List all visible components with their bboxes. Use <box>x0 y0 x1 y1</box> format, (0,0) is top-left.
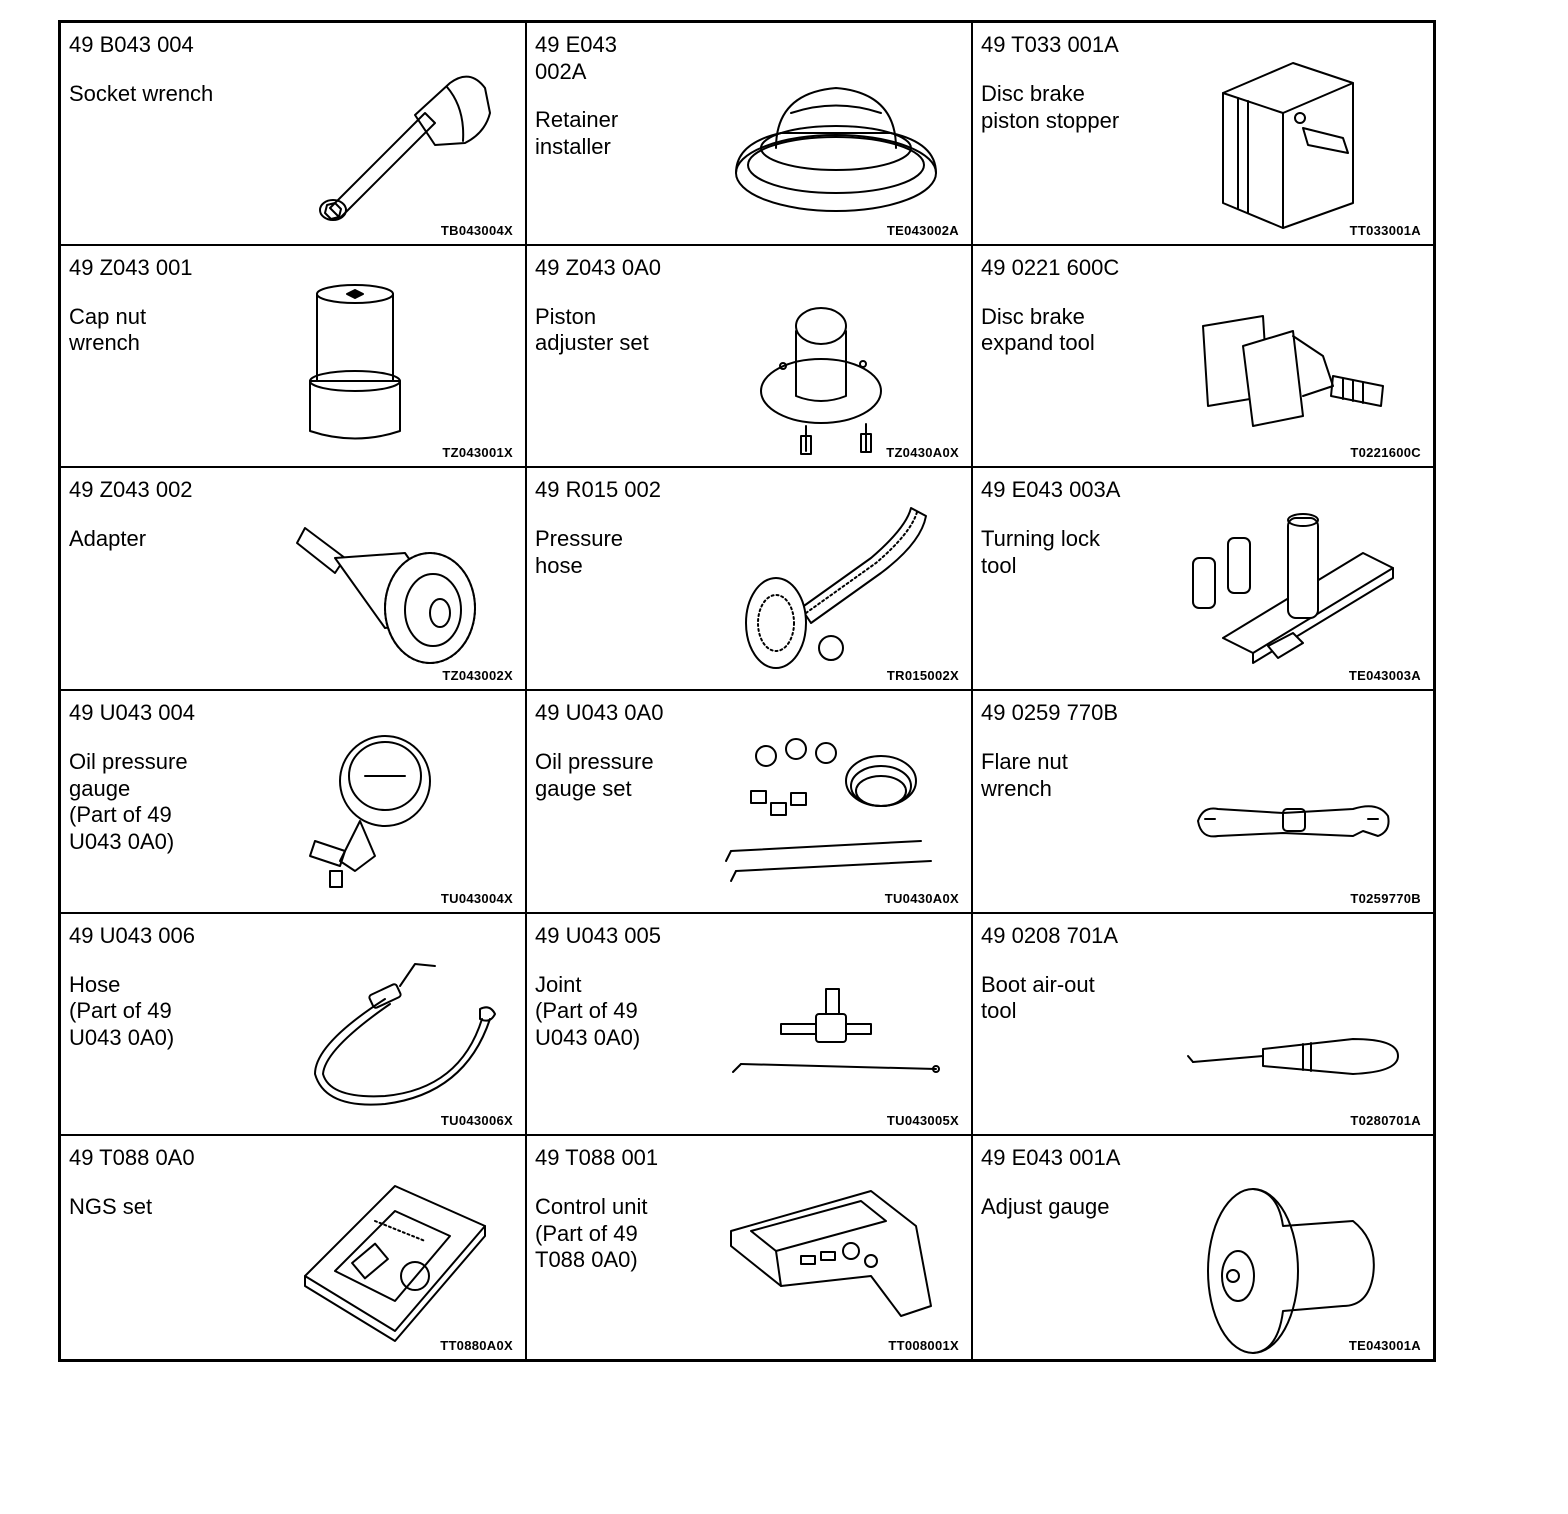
part-number: 49 E043 001A <box>981 1145 1121 1171</box>
special-tools-table <box>58 20 1436 1362</box>
tool-cell <box>61 23 527 246</box>
part-number: 49 U043 0A0 <box>535 700 664 725</box>
tool-cell <box>527 246 973 469</box>
part-number: 49 T033 001A <box>981 32 1119 57</box>
tool-name: Retainer installer <box>535 107 619 159</box>
tool-cell <box>973 23 1433 246</box>
tool-name: Oil pressure gauge set <box>535 749 654 801</box>
hose-icon <box>275 944 505 1114</box>
tool-name: Flare nut wrench <box>981 749 1068 801</box>
piston-stopper-icon <box>1183 53 1413 223</box>
socket-wrench-icon <box>275 53 505 223</box>
part-number: 49 E043 003A <box>981 477 1121 503</box>
tool-cell <box>527 914 973 1137</box>
tool-name: Adapter <box>69 526 147 552</box>
tool-name: Cap nut wrench <box>69 303 147 356</box>
figure-code: TT033001A <box>1349 222 1421 238</box>
tool-name: Piston adjuster set <box>535 303 649 356</box>
oil-pressure-gauge-icon <box>275 721 505 891</box>
tool-cell <box>61 691 527 914</box>
tool-cell <box>973 691 1433 914</box>
gauge-set-icon <box>721 721 951 891</box>
tool-name: Disc brake expand tool <box>981 303 1095 356</box>
tool-cell <box>61 1136 527 1359</box>
part-number: 49 T088 0A0 <box>69 1145 195 1171</box>
piston-adjuster-icon <box>721 276 951 446</box>
tool-cell <box>973 1136 1433 1359</box>
tool-name: Control unit (Part of 49 T088 0A0) <box>535 1194 648 1273</box>
figure-code: TU0430A0X <box>884 890 959 906</box>
figure-code: TZ0430A0X <box>886 445 959 461</box>
tool-name: Boot air-out tool <box>981 971 1095 1024</box>
joint-icon <box>721 944 951 1114</box>
part-number: 49 Z043 001 <box>69 254 193 280</box>
figure-code: T0259770B <box>1350 890 1421 906</box>
flare-nut-wrench-icon <box>1183 721 1413 891</box>
cap-nut-wrench-icon <box>275 276 505 446</box>
part-number: 49 Z043 0A0 <box>535 254 661 280</box>
figure-code: T0221600C <box>1350 445 1421 461</box>
figure-code: TU043004X <box>440 890 513 906</box>
tool-name: Oil pressure gauge (Part of 49 U043 0A0) <box>69 749 188 854</box>
figure-code: T0280701A <box>1350 1113 1421 1129</box>
part-number: 49 U043 004 <box>69 700 195 725</box>
part-number: 49 T088 001 <box>535 1145 659 1171</box>
tool-name: Disc brake piston stopper <box>981 81 1120 133</box>
part-number: 49 0221 600C <box>981 254 1120 280</box>
part-number: 49 B043 004 <box>69 32 194 57</box>
part-number: 49 0259 770B <box>981 700 1119 725</box>
figure-code: TT0880A0X <box>440 1338 513 1353</box>
figure-code: TU043006X <box>440 1113 513 1129</box>
tool-name: Pressure hose <box>535 526 624 578</box>
tool-name: Adjust gauge <box>981 1194 1110 1220</box>
tool-cell <box>527 1136 973 1359</box>
part-number: 49 U043 005 <box>535 922 661 948</box>
tool-name: NGS set <box>69 1194 153 1220</box>
figure-code: TB043004X <box>440 222 513 238</box>
figure-code: TZ043001X <box>442 445 513 461</box>
adapter-icon <box>275 498 505 668</box>
tool-cell <box>527 23 973 246</box>
part-number: 49 R015 002 <box>535 477 661 503</box>
ngs-set-icon <box>275 1166 505 1336</box>
tool-name: Hose (Part of 49 U043 0A0) <box>69 971 175 1050</box>
turning-lock-tool-icon <box>1183 498 1413 668</box>
tool-cell <box>527 468 973 691</box>
tool-cell <box>61 468 527 691</box>
part-number: 49 U043 006 <box>69 922 195 948</box>
control-unit-icon <box>721 1166 951 1336</box>
tool-name: Turning lock tool <box>981 526 1101 578</box>
part-number: 49 0208 701A <box>981 922 1119 948</box>
figure-code: TT008001X <box>888 1338 959 1353</box>
boot-air-out-tool-icon <box>1183 944 1413 1114</box>
tool-cell <box>973 246 1433 469</box>
tool-cell <box>61 246 527 469</box>
figure-code: TE043003A <box>1348 668 1421 683</box>
tool-name: Joint (Part of 49 U043 0A0) <box>535 971 641 1050</box>
part-number: 49 E043 002A <box>535 32 617 84</box>
retainer-installer-icon <box>721 53 951 223</box>
tool-cell <box>973 468 1433 691</box>
part-number: 49 Z043 002 <box>69 477 193 503</box>
tool-cell <box>61 914 527 1137</box>
expand-tool-icon <box>1183 276 1413 446</box>
figure-code: TE043002A <box>886 222 959 238</box>
tool-name: Socket wrench <box>69 81 214 106</box>
figure-code: TR015002X <box>886 668 959 683</box>
adjust-gauge-icon <box>1183 1166 1413 1336</box>
figure-code: TU043005X <box>886 1113 959 1129</box>
figure-code: TZ043002X <box>442 668 513 683</box>
pressure-hose-icon <box>721 498 951 668</box>
tool-cell <box>527 691 973 914</box>
tool-cell <box>973 914 1433 1137</box>
figure-code: TE043001A <box>1348 1338 1421 1353</box>
